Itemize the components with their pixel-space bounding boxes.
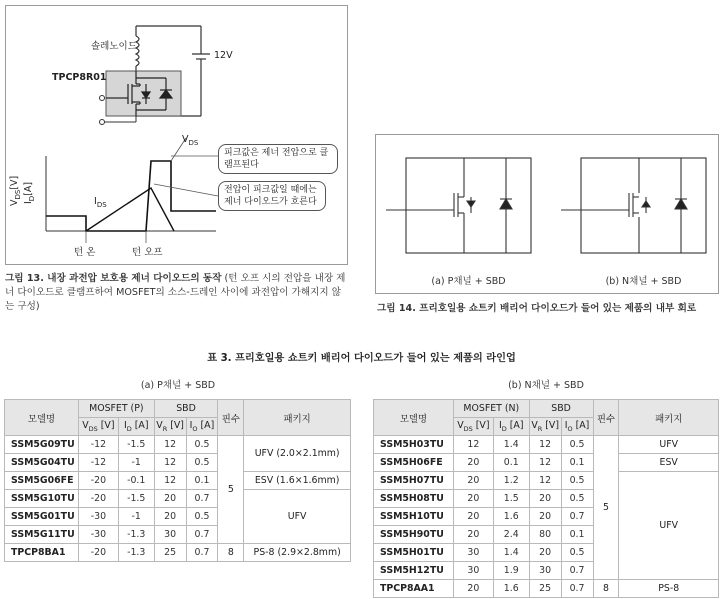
- figure-14-graphic: [376, 135, 718, 293]
- table-row: SSM5G10TU -20 -1.5 20 0.7 UFV: [5, 490, 351, 508]
- solenoid-label: 솔레노이드: [91, 41, 137, 52]
- table-row: SSM5H01TU 30 1.4 20 0.5: [374, 544, 719, 562]
- turn-off-label: 턴 오프: [132, 247, 163, 258]
- table-row: SSM5G04TU -12 -1 12 0.5: [5, 454, 351, 472]
- figure-14-panel: [375, 134, 719, 294]
- id-waveform: [86, 188, 174, 231]
- pins-cell: 8: [593, 580, 619, 598]
- header-vds: $V_{DS}$ [V]: [453, 418, 493, 436]
- vds-peak-label: $V_{DS}$: [182, 134, 199, 147]
- header-mosfet-p: MOSFET (P): [78, 400, 154, 418]
- clamp-note-bubble: 피크값은 제너 전압으로 클램프된다: [218, 144, 338, 174]
- header-pins: 핀수: [218, 400, 244, 436]
- n-channel-table: [373, 399, 719, 598]
- waveform-axes: [46, 156, 216, 231]
- part-label: TPCP8R01: [52, 72, 107, 83]
- package-cell: UFV: [244, 490, 351, 544]
- zener-note-bubble: 전압이 피크값일 때에는 제너 다이오드가 흐른다: [218, 181, 326, 211]
- pins-cell: 5: [218, 436, 244, 544]
- package-cell: PS-8: [619, 580, 719, 598]
- package-cell: UFV: [619, 472, 719, 580]
- table-3a-subtitle: (a) P채널 + SBD: [140, 380, 216, 391]
- id-curve-label: $I_{DS}$: [94, 196, 107, 209]
- package-cell: PS-8 (2.9×2.8mm): [244, 544, 351, 562]
- header-sbd: SBD: [529, 400, 593, 418]
- table-row: TPCP8AA1 20 1.6 25 0.7 8 PS-8: [374, 580, 719, 598]
- package-cell: UFV: [619, 436, 719, 454]
- table-row: SSM5H06FE 20 0.1 12 0.1 ESV: [374, 454, 719, 472]
- table-row: SSM5H07TU 20 1.2 12 0.5 UFV: [374, 472, 719, 490]
- table-row: SSM5H10TU 20 1.6 20 0.7: [374, 508, 719, 526]
- header-io: $I_O$ [A]: [186, 418, 218, 436]
- bubble2-leader: [154, 184, 218, 196]
- figure-14-caption: 그림 14. 프리호일용 쇼트키 배리어 다이오드가 들어 있는 제품의 내부 회로: [377, 303, 697, 314]
- header-sbd: SBD: [154, 400, 218, 418]
- header-id: $I_D$ [A]: [493, 418, 529, 436]
- header-package: 패키지: [619, 400, 719, 436]
- header-model: 모델명: [374, 400, 454, 436]
- p-channel-circuit: [386, 158, 531, 253]
- table-row: TPCP8BA1 -20 -1.3 25 0.7 8 PS-8 (2.9×2.8mm): [5, 544, 351, 562]
- table-row: SSM5G06FE -20 -0.1 12 0.1 ESV (1.6×1.6mm): [5, 472, 351, 490]
- turn-on-label: 턴 온: [74, 247, 96, 258]
- voltage-label: 12V: [214, 50, 233, 61]
- y-axis-label-2: $I_D[A]$: [23, 181, 36, 204]
- figure-13-caption-title: 그림 13. 내장 과전압 보호용 제너 다이오드의 동작: [5, 273, 222, 284]
- header-vr: $V_R$ [V]: [529, 418, 561, 436]
- header-io: $I_O$ [A]: [561, 418, 593, 436]
- header-vds: $V_{DS}$ [V]: [78, 418, 118, 436]
- figure-13-caption-body: (턴 오프 시의 전압을 내장 제너 다이오드로 클램프하여 MOSFET의 소스-드레인 사이에 과전압이 가해지지 않는 구성): [5, 273, 346, 312]
- header-package: 패키지: [244, 400, 351, 436]
- figure-13-graphic: [6, 6, 347, 264]
- package-cell: ESV: [619, 454, 719, 472]
- n-channel-circuit: [561, 158, 706, 253]
- header-pins: 핀수: [593, 400, 619, 436]
- figure-13-caption: [5, 272, 350, 314]
- table-row: SSM5H90TU 20 2.4 80 0.1: [374, 526, 719, 544]
- header-mosfet-n: MOSFET (N): [453, 400, 529, 418]
- header-vr: $V_R$ [V]: [154, 418, 186, 436]
- pins-cell: 5: [593, 436, 619, 580]
- pins-cell: 8: [218, 544, 244, 562]
- p-channel-table: [4, 399, 351, 562]
- figure-14-label-a: (a) P채널 + SBD: [431, 276, 506, 287]
- header-model: 모델명: [5, 400, 79, 436]
- vds-waveform: [46, 161, 216, 231]
- table-3-title: 표 3. 프리호일용 쇼트키 배리어 다이오드가 들어 있는 제품의 라인업: [207, 353, 516, 364]
- table-row: SSM5G01TU -30 -1 20 0.5: [5, 508, 351, 526]
- table-3b-subtitle: (b) N채널 + SBD: [508, 380, 584, 391]
- table-row: SSM5H03TU 12 1.4 12 0.5 5 UFV: [374, 436, 719, 454]
- package-cell: UFV (2.0×2.1mm): [244, 436, 351, 472]
- package-cell: ESV (1.6×1.6mm): [244, 472, 351, 490]
- header-id: $I_D$ [A]: [118, 418, 154, 436]
- y-axis-label: $V_{DS}[V]$: [9, 175, 22, 206]
- table-row: SSM5G09TU -12 -1.5 12 0.5 5 UFV (2.0×2.1mm): [5, 436, 351, 454]
- figure-13-panel: [5, 5, 348, 265]
- table-row: SSM5G11TU -30 -1.3 30 0.7: [5, 526, 351, 544]
- table-row: SSM5H12TU 30 1.9 30 0.7: [374, 562, 719, 580]
- table-row: SSM5H08TU 20 1.5 20 0.5: [374, 490, 719, 508]
- figure-14-label-b: (b) N채널 + SBD: [605, 276, 682, 287]
